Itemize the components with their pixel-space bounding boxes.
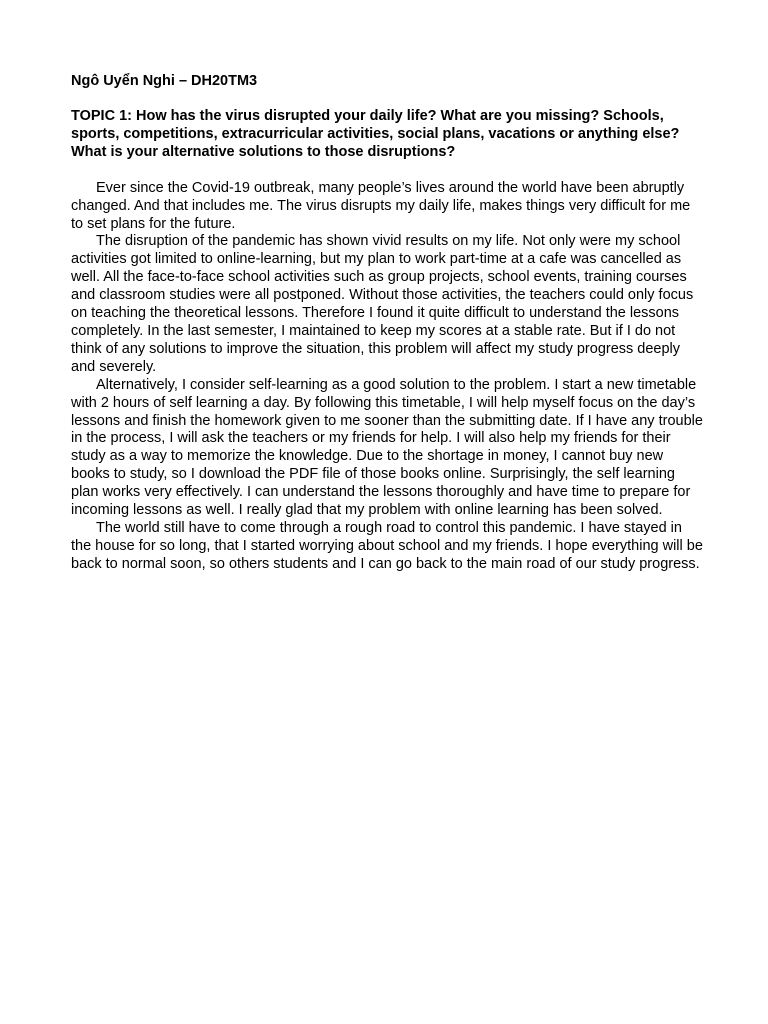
paragraph-disruption: The disruption of the pandemic has shown vivid results on my life. Not only were my school activities got limited to online-learning, but my plan to work part-time at a cafe was cancelled as well. All the face-to-face school activities such as group projects, school events, training courses and classroom studies were all postponed. Without those activities, the teachers could only focus on teaching the theoretical lessons. Therefore I found it quite difficult to understand the lessons completely. In the last semester, I maintained to keep my scores at a stable rate. But if I do not think of any solutions to improve the situation, this problem will affect my study progress deeply and severely.	[71, 233, 694, 375]
document-page	[71, 72, 703, 574]
topic-heading: TOPIC 1: How has the virus disrupted your daily life? What are you missing? Schools, sports, competitions, extracurricular activities, social plans, vacations or anything else? What is your alternative solutions to those disruptions?	[71, 108, 680, 160]
paragraph-conclusion: The world still have to come through a rough road to control this pandemic. I have stayed in the house for so long, that I started worrying about school and my friends. I hope everything will be back to normal soon, so others students and I can go back to the main road of our study progress.	[71, 519, 703, 572]
paragraph-solution: Alternatively, I consider self-learning as a good solution to the problem. I start a new timetable with 2 hours of self learning a day. By following this timetable, I will help myself focus on the day’s lessons and finish the homework given to me sooner than the submitting date. If I have any trouble in the process, I will ask the teachers or my friends for help. I will also help my friends for their study as a way to memorize the knowledge. Due to the shortage in money, I cannot buy new books to study, so I download the PDF file of those books online. Surprisingly, the self learning plan works very effectively. I can understand the lessons thoroughly and have time to prepare for incoming lessons as well. I really glad that my problem with online learning has been solved.	[71, 376, 703, 519]
essay-body	[71, 180, 703, 574]
author-line: Ngô Uyển Nghi – DH20TM3	[71, 73, 258, 89]
paragraph-intro: Ever since the Covid-19 outbreak, many people’s lives around the world have been abruptly changed. And that includes me. The virus disrupts my daily life, makes things very difficult for me to set plans for the future.	[71, 179, 691, 232]
